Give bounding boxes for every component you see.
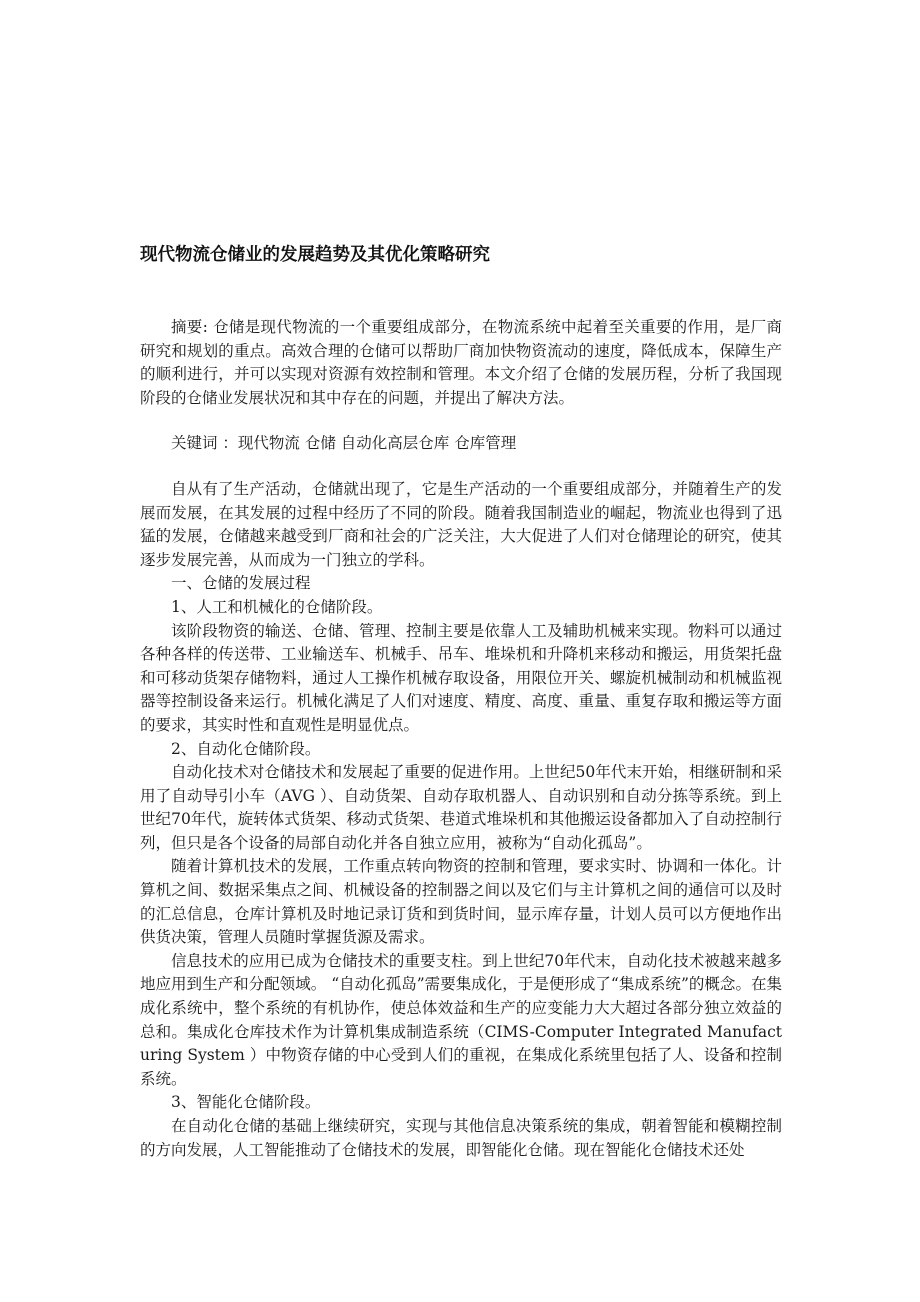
- keywords-line: 关键词 ：现代物流 仓储 自动化高层仓库 仓库管理: [171, 434, 517, 453]
- section-heading-development: 一、仓储的发展过程: [171, 574, 311, 593]
- abstract-paragraph: 摘要: 仓储是现代物流的一个重要组成部分，在物流系统中起着至关重要的作用，是厂商研究和规划的重点。高效合理的仓储可以帮助厂商加快物资流动的速度，降低成本，保障生产的顺利进行，并可以实现对资源有效控制和管理。本文介绍了仓储的发展历程，分析了我国现阶段的仓储业发展状况和其中存在的问题，并提出了解决方法。: [140, 318, 782, 407]
- subheading-manual-mechanized: 1、人工和机械化的仓储阶段。: [171, 597, 383, 616]
- document-content: [140, 240, 782, 1162]
- body-paragraph: 信息技术的应用已成为仓储技术的重要支柱。到上世纪70年代末，自动化技术被越来越多地应用到生产和分配领域。 “自动化孤岛”需要集成化，于是便形成了“集成系统”的概念。在集成化系统中，整个系统的有机协作，使总体效益和生产的应变能力大大超过各部分独立效益的总和。集成化仓库技术作为计算机集成制造系统（CIMS-Computer Integrated Manufacturing System ）中物资存储的中心受到人们的重视，在集成化系统里包括了人、设备和控制系统。: [140, 951, 782, 1088]
- body-paragraph: 在自动化仓储的基础上继续研究，实现与其他信息决策系统的集成，朝着智能和模糊控制的方向发展，人工智能推动了仓储技术的发展，即智能化仓储。现在智能化仓储技术还处: [140, 1117, 782, 1159]
- subheading-automated: 2、自动化仓储阶段。: [171, 739, 321, 758]
- intro-paragraph: 自从有了生产活动，仓储就出现了，它是生产活动的一个重要组成部分，并随着生产的发展而发展，在其发展的过程中经历了不同的阶段。随着我国制造业的崛起，物流业也得到了迅猛的发展，仓储越来越受到厂商和社会的广泛关注，大大促进了人们对仓储理论的研究，使其逐步发展完善，从而成为一门独立的学科。: [140, 479, 782, 569]
- body-paragraph: 随着计算机技术的发展，工作重点转向物资的控制和管理，要求实时、协调和一体化。计算机之间、数据采集点之间、机械设备的控制器之间以及它们与主计算机之间的通信可以及时的汇总信息，仓库计算机及时地记录订货和到货时间，显示库存量，计划人员可以方便地作出供货决策，管理人员随时掌握货源及需求。: [140, 857, 782, 947]
- body-paragraph: 自动化技术对仓储技术和发展起了重要的促进作用。上世纪50年代末开始，相继研制和采用了自动导引小车（AVG ）、自动货架、自动存取机器人、自动识别和自动分拣等系统。到上世纪70年代，旋转体式货架、移动式货架、巷道式堆垛机和其他搬运设备都加入了自动控制行列，但只是各个设备的局部自动化并各自独立应用，被称为“自动化孤岛”。: [140, 763, 782, 852]
- body-paragraph: 该阶段物资的输送、仓储、管理、控制主要是依靠人工及辅助机械来实现。物料可以通过各种各样的传送带、工业输送车、机械手、吊车、堆垛机和升降机来移动和搬运，用货架托盘和可移动货架存储物料，通过人工操作机械存取设备，用限位开关、螺旋机械制动和机械监视器等控制设备来运行。机械化满足了人们对速度、精度、高度、重量、重复存取和搬运等方面的要求，其实时性和直观性是明显优点。: [140, 621, 782, 734]
- subheading-intelligent: 3、智能化仓储阶段。: [171, 1093, 321, 1112]
- document-title: 现代物流仓储业的发展趋势及其优化策略研究: [140, 245, 490, 265]
